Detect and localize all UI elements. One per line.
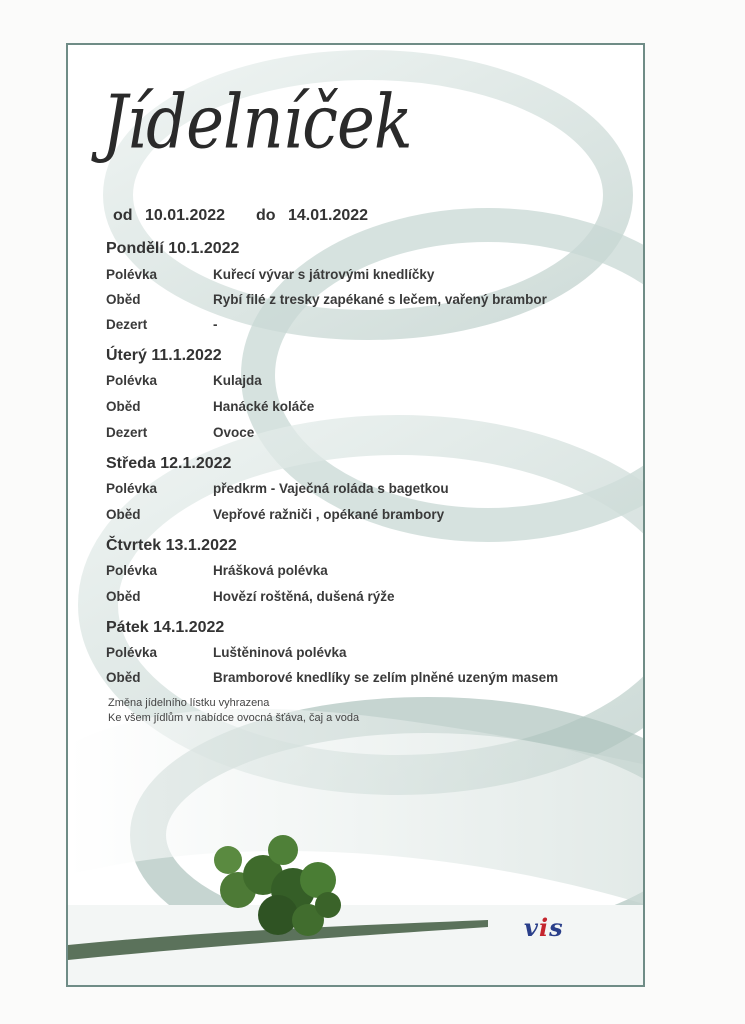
day-heading: Čtvrtek 13.1.2022	[106, 537, 237, 554]
row-label: Polévka	[106, 481, 158, 496]
note-drinks: Ke všem jídlům v nabídce ovocná šťáva, čaj a voda	[108, 712, 360, 724]
menu-frame	[66, 43, 645, 987]
row-value: Hrášková polévka	[213, 563, 328, 578]
row-label: Polévka	[106, 645, 158, 660]
row-label: Oběd	[106, 670, 141, 685]
date-from-value: 10.01.2022	[145, 207, 226, 224]
row-value: Luštěninová polévka	[213, 645, 347, 660]
note-change-reserved: Změna jídelního lístku vyhrazena	[108, 697, 270, 709]
row-value: -	[213, 317, 218, 332]
row-value: Hanácké koláče	[213, 399, 315, 414]
row-label: Polévka	[106, 563, 158, 578]
row-label: Oběd	[106, 399, 141, 414]
row-value: předkrm - Vaječná roláda s bagetkou	[213, 481, 449, 496]
day-heading: Pátek 14.1.2022	[106, 619, 225, 636]
day-heading: Úterý 11.1.2022	[106, 347, 222, 364]
row-value: Kulajda	[213, 373, 262, 388]
row-label: Oběd	[106, 292, 141, 307]
date-to	[256, 207, 368, 225]
row-value: Kuřecí vývar s játrovými knedlíčky	[213, 267, 435, 282]
menu-row	[106, 373, 262, 388]
menu-row	[106, 645, 347, 660]
row-label: Dezert	[106, 317, 148, 332]
menu-row	[106, 292, 547, 307]
row-label: Dezert	[106, 425, 148, 440]
page-title: Jídelníček	[102, 81, 412, 167]
row-value: Vepřové ražniči , opékané brambory	[213, 507, 445, 522]
date-from	[113, 207, 225, 225]
row-value: Ovoce	[213, 425, 255, 440]
menu-row	[106, 589, 395, 604]
day-heading: Středa 12.1.2022	[106, 455, 232, 472]
row-label: Oběd	[106, 507, 141, 522]
row-label: Polévka	[106, 267, 158, 282]
menu-row	[106, 481, 449, 496]
menu-row	[106, 670, 558, 685]
menu-row	[106, 563, 328, 578]
date-from-label: od	[113, 207, 133, 224]
row-value: Rybí filé z tresky zapékané s lečem, vařený brambor	[213, 292, 547, 307]
row-value: Bramborové knedlíky se zelím plněné uzeným masem	[213, 670, 559, 685]
menu-row	[106, 267, 434, 282]
row-label: Oběd	[106, 589, 141, 604]
vis-logo: vis	[524, 913, 564, 942]
row-value: Hovězí roštěná, dušená rýže	[213, 589, 395, 604]
day-heading: Pondělí 10.1.2022	[106, 240, 240, 257]
menu-row	[106, 399, 314, 414]
menu-row	[106, 317, 218, 332]
date-to-label: do	[256, 207, 276, 224]
date-to-value: 14.01.2022	[288, 207, 369, 224]
menu-row	[106, 425, 254, 440]
row-label: Polévka	[106, 373, 158, 388]
menu-row	[106, 507, 444, 522]
